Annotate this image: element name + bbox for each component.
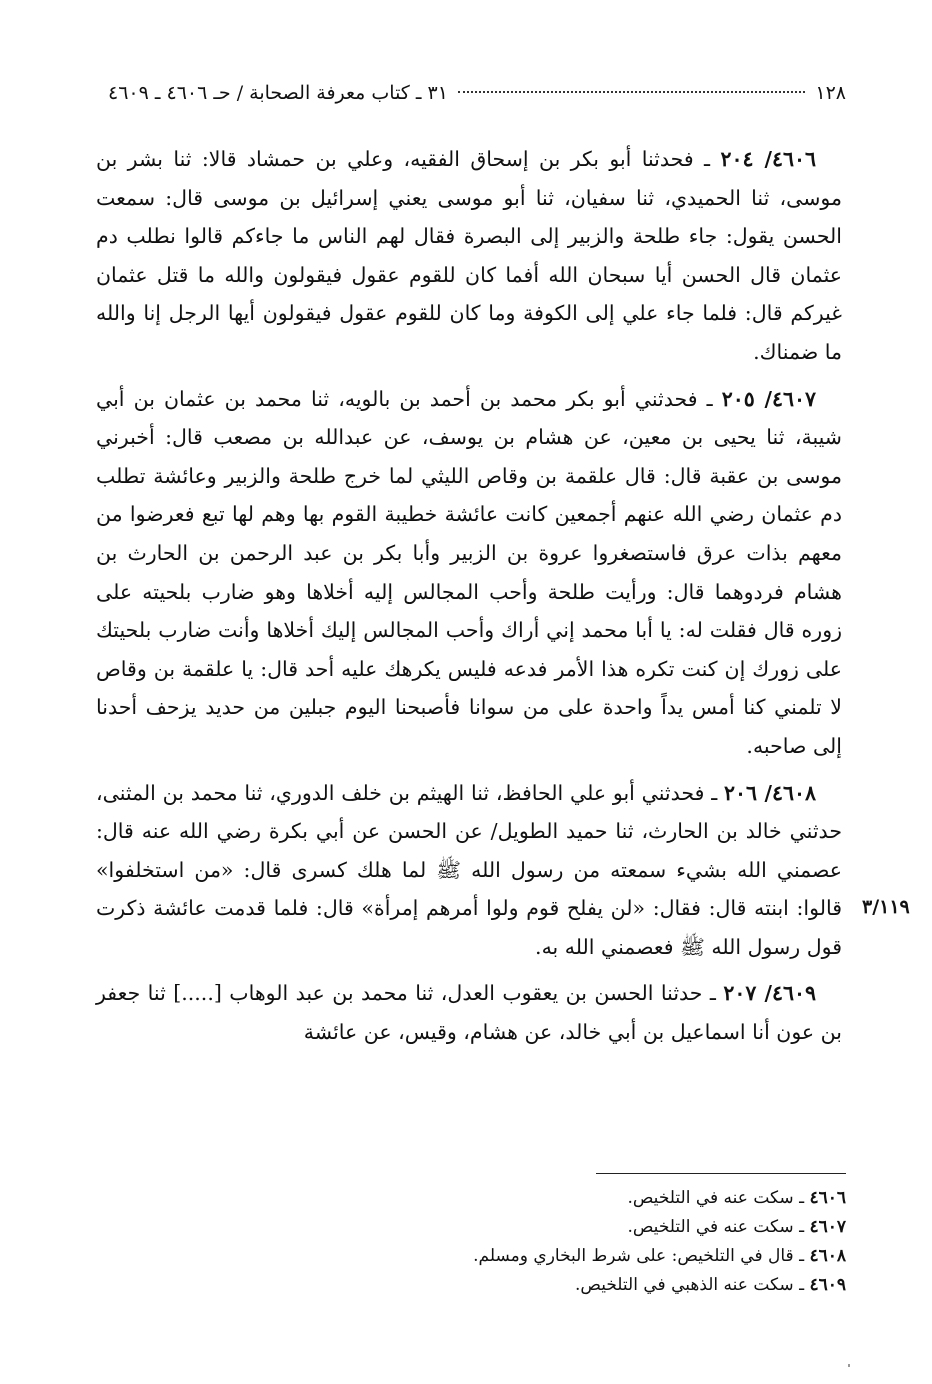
hadith-number: ٤٦٠٩/ ٢٠٧: [723, 981, 816, 1006]
footnote: [300, 1184, 846, 1213]
footnote-text: ـ سكت عنه في التلخيص.: [627, 1188, 810, 1208]
footnote-text: ـ قال في التلخيص: على شرط البخاري ومسلم.: [473, 1246, 810, 1266]
hadith-text: ـ فحدثنا أبو بكر بن إسحاق الفقيه، وعلي بن حمشاد قالا: ثنا بشر بن موسى، ثنا الحميدي، ثنا سفيان، ثنا أبو موسى يعني إسرائيل بن موسى قال: سمعت الحسن يقول: جاء طلحة والزبير إلى البصرة فقال لهم الناس ما جاءكم قالوا نطلب دم عثمان قال الحسن أيا سبحان الله أفما كان للقوم عقول فيقولون والله ما قتل عثمان غيركم قال: فلما جاء علي إلى الكوفة وما كان للقوم عقول فيقولون أيها الرجل إنا والله ما ضمناك.: [96, 147, 842, 364]
hadith-text: ـ فحدثني أبو بكر محمد بن أحمد بن بالويه، ثنا محمد بن عثمان بن أبي شيبة، ثنا يحيى بن معين، عن هشام بن يوسف، عن عبدالله بن مصعب قال: أخبرني موسى بن عقبة قال: قال علقمة بن وقاص الليثي لما خرج طلحة والزبير وعائشة تطلب دم عثمان رضي الله عنهم أجمعين كانت عائشة خطيبة القوم بها وهم لها تبع فعرضوا من معهم بذات عرق فاستصغروا عروة بن الزبير وأبا بكر بن عبد الرحمن بن الحارث بن هشام فردوهما قال: ورأيت طلحة وأحب المجالس إليه أخلاها وهو ضارب بلحيته على زوره قال فقلت له: يا أبا محمد إني أراك وأحب المجالس إليك أخلاها وأنت ضارب بلحيتك على زورك إن كنت تكره هذا الأمر فدعه فليس يكرهك عليه أحد قال: يا علقمة بن وقاص لا تلمني كنا أمس يداً واحدة على من سوانا فأصبحنا اليوم جبلين من حديد يزحف أحدنا إلى صاحبه.: [96, 386, 842, 758]
hadith-number: ٤٦٠٦/ ٢٠٤: [720, 147, 817, 171]
leader-dots: [458, 91, 805, 93]
hadith-4608: [96, 774, 842, 967]
scan-speck: [848, 1364, 850, 1367]
footnote: [300, 1213, 846, 1242]
running-header: [108, 82, 846, 114]
footnote: [300, 1271, 846, 1300]
footnote-text: ـ سكت عنه في التلخيص.: [627, 1217, 810, 1237]
margin-volume-reference: ٣/١١٩: [862, 896, 910, 918]
footnotes: [300, 1184, 846, 1300]
footnote-number: ٤٦٠٩: [809, 1275, 846, 1295]
hadith-4607: [96, 380, 842, 766]
footnote-number: ٤٦٠٨: [809, 1246, 846, 1266]
hadith-number: ٤٦٠٨/ ٢٠٦: [724, 780, 817, 805]
footnote-number: ٤٦٠٦: [809, 1188, 846, 1208]
hadith-number: ٤٦٠٧/ ٢٠٥: [721, 386, 816, 411]
footnote-text: ـ سكت عنه الذهبي في التلخيص.: [574, 1275, 810, 1295]
page-number: ١٢٨: [815, 82, 846, 104]
hadith-4609: [96, 974, 842, 1051]
hadith-text: ـ فحدثني أبو علي الحافظ، ثنا الهيثم بن خلف الدوري، ثنا محمد بن المثنى، حدثني خالد بن الحارث، ثنا حميد الطويل/ عن الحسن عن أبي بكرة رضي الله عنه قال: عصمني الله بشيء سمعته من رسول الله ﷺ لما هلك كسرى قال: «من استخلفوا» قالوا: ابنته قال: فقال: «لن يفلح قوم ولوا أمرهم إمرأة» قال: فلما قدمت عائشة ذكرت قول رسول الله ﷺ فعصمني الله به.: [96, 780, 842, 959]
running-title: ٣١ ـ كتاب معرفة الصحابة / حـ ٤٦٠٦ ـ ٤٦٠٩: [108, 82, 448, 104]
hadith-4606: [96, 140, 842, 372]
main-text: [96, 140, 842, 1060]
footnote-divider: [596, 1173, 846, 1174]
footnote-number: ٤٦٠٧: [809, 1217, 846, 1237]
footnote: [300, 1242, 846, 1271]
hadith-text: ـ حدثنا الحسن بن يعقوب العدل، ثنا محمد بن عبد الوهاب [.....] ثنا جعفر بن عون أنا اسماعيل بن أبي خالد، عن هشام، وقيس، عن عائشة: [96, 981, 842, 1045]
